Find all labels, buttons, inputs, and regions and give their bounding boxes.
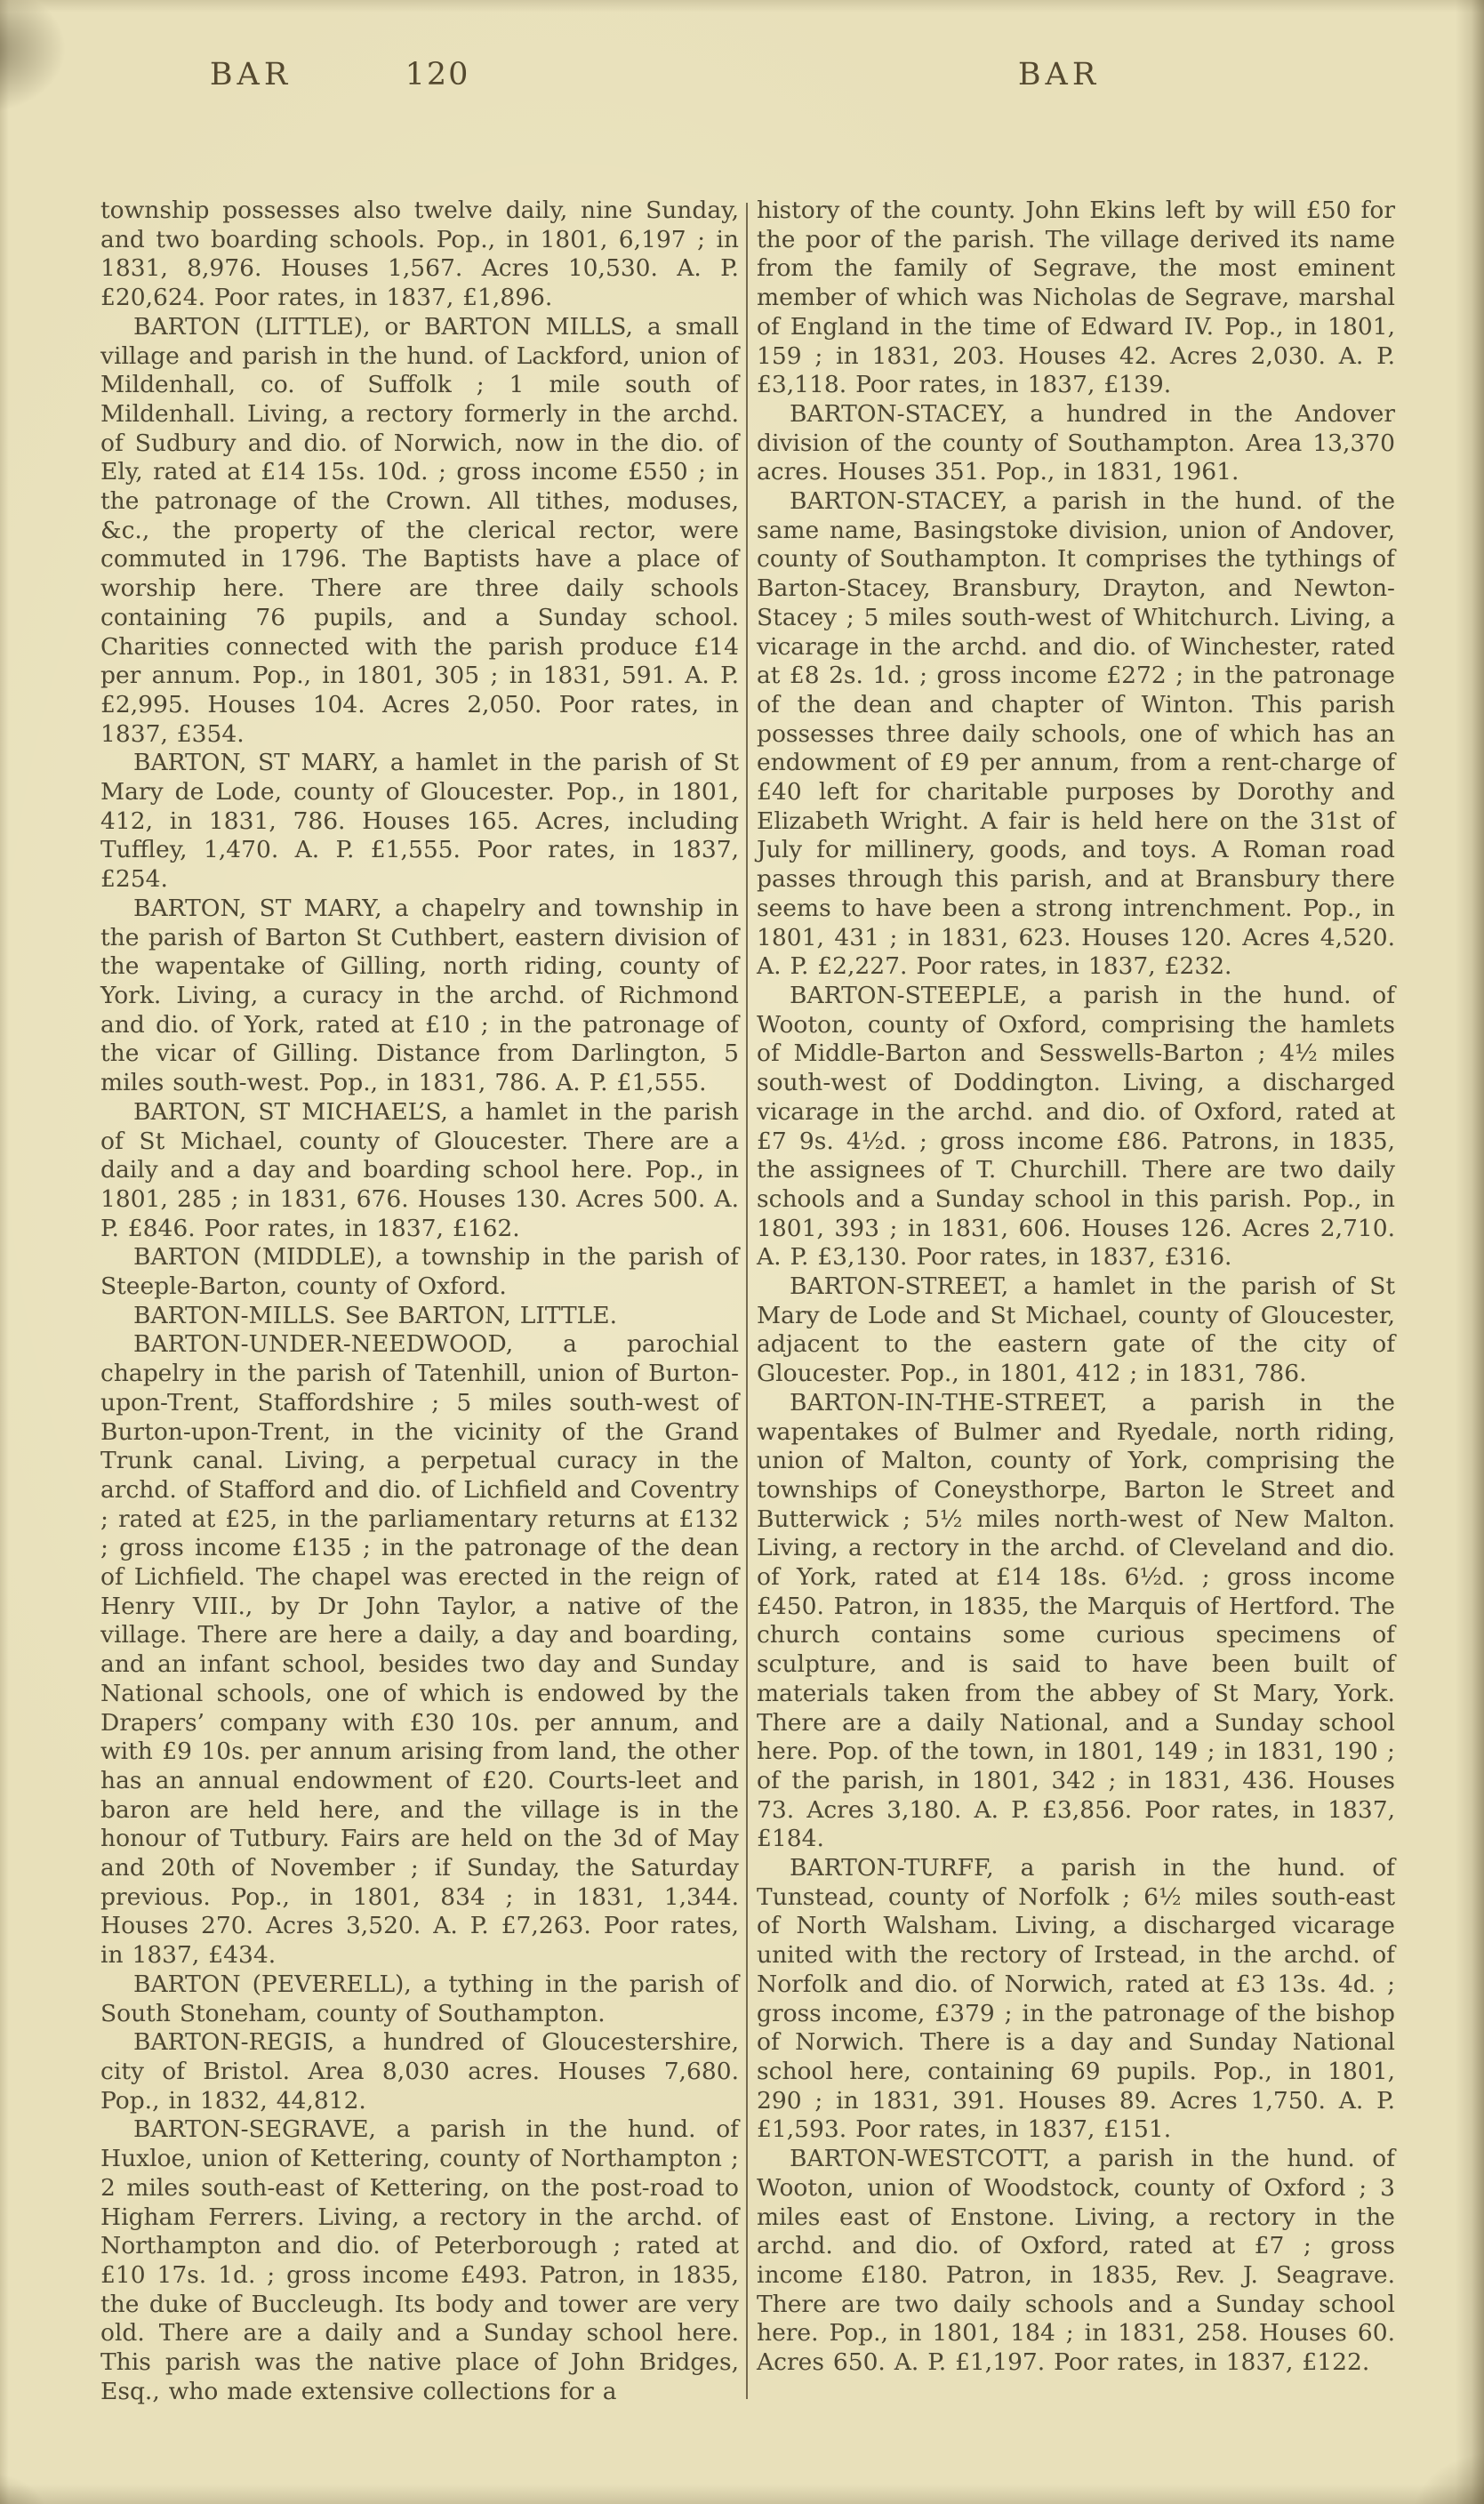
entry-barton-street: BARTON-STREET, a hamlet in the parish of St Mary de Lode and St Michael, county of Gloucester, adjacent to the eastern gate of the city of Gloucester. Pop., in 1801, 412 ; in 1831, 786.	[757, 1272, 1395, 1388]
entry-barton-peverell: BARTON (PEVERELL), a tything in the parish of South Stoneham, county of Southampton.	[100, 1970, 739, 2027]
continuation-paragraph-township: township possesses also twelve daily, nine Sunday, and two boarding schools. Pop., in 1801, 6,197 ; in 1831, 8,976. Houses 1,567. Acres 10,530. A. P. £20,624. Poor rates, in 1837, £1,896.	[100, 197, 739, 312]
right-column	[757, 197, 1395, 2378]
continuation-paragraph-history: history of the county. John Ekins left by will £50 for the poor of the parish. The village derived its name from the family of Segrave, the most eminent member of which was Nicholas de Segrave, marshal of England in the time of Edward IV. Pop., in 1801, 159 ; in 1831, 203. Houses 42. Acres 2,030. A. P. £3,118. Poor rates, in 1837, £139.	[757, 197, 1395, 399]
entry-barton-little: BARTON (LITTLE), or BARTON MILLS, a small village and parish in the hund. of Lackford, union of Mildenhall, co. of Suffolk ; 1 mile south of Mildenhall. Living, a rectory formerly in the archd. of Sudbury and dio. of Norwich, now in the dio. of Ely, rated at £14 15s. 10d. ; gross income £550 ; in the patronage of the Crown. All tithes, moduses, &c., the property of the clerical rector, were commuted in 1796. The Baptists have a place of worship here. There are three daily schools containing 76 pupils, and a Sunday school. Charities connected with the parish produce £14 per annum. Pop., in 1801, 305 ; in 1831, 591. A. P. £2,995. Houses 104. Acres 2,050. Poor rates, in 1837, £354.	[100, 312, 739, 748]
column-divider-rule	[746, 203, 748, 2399]
entry-barton-middle: BARTON (MIDDLE), a township in the parish of Steeple-Barton, county of Oxford.	[100, 1243, 739, 1301]
left-column	[100, 197, 739, 2406]
running-head-left: BAR	[209, 57, 293, 92]
running-head-right: BAR	[1017, 57, 1101, 92]
entry-barton-turff: BARTON-TURFF, a parish in the hund. of Tunstead, county of Norfolk ; 6½ miles south-east of North Walsham. Living, a discharged vicarage united with the rectory of Irstead, in the archd. of Norfolk and dio. of Norwich, rated at £3 13s. 4d. ; gross income, £379 ; in the patronage of the bishop of Norwich. There is a day and Sunday National school here, containing 69 pupils. Pop., in 1801, 290 ; in 1831, 391. Houses 89. Acres 1,750. A. P. £1,593. Poor rates, in 1837, £151.	[757, 1854, 1395, 2144]
entry-barton-stacey-hundred: BARTON-STACEY, a hundred in the Andover division of the county of Southampton. Area 13,370 acres. Houses 351. Pop., in 1831, 1961.	[757, 399, 1395, 486]
entry-barton-in-the-street: BARTON-IN-THE-STREET, a parish in the wapentakes of Bulmer and Ryedale, north riding, union of Malton, county of York, comprising the townships of Coneysthorpe, Barton le Street and Butterwick ; 5½ miles north-west of New Malton. Living, a rectory in the archd. of Cleveland and dio. of York, rated at £14 18s. 6½d. ; gross income £450. Patron, in 1835, the Marquis of Hertford. The church contains some curious specimens of sculpture, and is said to have been built of materials taken from the abbey of St Mary, York. There are a daily National, and a Sunday school here. Pop. of the town, in 1801, 149 ; in 1831, 190 ; of the parish, in 1801, 342 ; in 1831, 436. Houses 73. Acres 3,180. A. P. £3,856. Poor rates, in 1837, £184.	[757, 1388, 1395, 1853]
entry-barton-under-needwood: BARTON-UNDER-NEEDWOOD, a parochial chapelry in the parish of Tatenhill, union of Burton-upon-Trent, Staffordshire ; 5 miles south-west of Burton-upon-Trent, in the vicinity of the Grand Trunk canal. Living, a perpetual curacy in the archd. of Stafford and dio. of Lichfield and Coventry ; rated at £25, in the parliamentary returns at £132 ; gross income £135 ; in the patronage of the dean of Lichfield. The chapel was erected in the reign of Henry VIII., by Dr John Taylor, a native of the village. There are here a daily, a day and boarding, and an infant school, besides two day and Sunday National schools, one of which is endowed by the Drapers’ company with £30 10s. per annum, and with £9 10s. per annum arising from land, the other has an annual endowment of £20. Courts-leet and baron are held here, and the village is in the honour of Tutbury. Fairs are held on the 3d of May and 20th of November ; if Sunday, the Saturday previous. Pop., in 1801, 834 ; in 1831, 1,344. Houses 270. Acres 3,520. A. P. £7,263. Poor rates, in 1837, £434.	[100, 1330, 739, 1970]
entry-barton-st-michaels: BARTON, ST MICHAEL’S, a hamlet in the parish of St Michael, county of Gloucester. There are a daily and a day and boarding school here. Pop., in 1801, 285 ; in 1831, 676. Houses 130. Acres 500. A. P. £846. Poor rates, in 1837, £162.	[100, 1097, 739, 1242]
entry-barton-stacey-parish: BARTON-STACEY, a parish in the hund. of the same name, Basingstoke division, union of Andover, county of Southampton. It comprises the tythings of Barton-Stacey, Bransbury, Drayton, and Newton-Stacey ; 5 miles south-west of Whitchurch. Living, a vicarage in the archd. and dio. of Winchester, rated at £8 2s. 1d. ; gross income £272 ; in the patronage of the dean and chapter of Winton. This parish possesses three daily schools, one of which has an endowment of £9 per annum, from a rent-charge of £40 left for charitable purposes by Dorothy and Elizabeth Wright. A fair is held here on the 31st of July for millinery, goods, and toys. A Roman road passes through this parish, and at Bransbury there seems to have been a strong intrenchment. Pop., in 1801, 431 ; in 1831, 623. Houses 120. Acres 4,520. A. P. £2,227. Poor rates, in 1837, £232.	[757, 487, 1395, 981]
entry-barton-st-mary-hamlet: BARTON, ST MARY, a hamlet in the parish of St Mary de Lode, county of Gloucester. Pop., in 1801, 412, in 1831, 786. Houses 165. Acres, including Tuffley, 1,470. A. P. £1,555. Poor rates, in 1837, £254.	[100, 749, 739, 894]
entry-barton-segrave: BARTON-SEGRAVE, a parish in the hund. of Huxloe, union of Kettering, county of Northampton ; 2 miles south-east of Kettering, on the post-road to Higham Ferrers. Living, a rectory in the archd. of Northampton and dio. of Peterborough ; rated at £10 17s. 1d. ; gross income £493. Patron, in 1835, the duke of Buccleugh. Its body and tower are very old. There are a daily and a Sunday school here. This parish was the native place of John Bridges, Esq., who made extensive collections for a	[100, 2115, 739, 2405]
page-number: 120	[405, 57, 470, 92]
entry-barton-mills-crossref: BARTON-MILLS. See BARTON, LITTLE.	[133, 1301, 618, 1329]
entry-barton-regis: BARTON-REGIS, a hundred of Gloucestershire, city of Bristol. Area 8,030 acres. Houses 7,680. Pop., in 1832, 44,812.	[100, 2028, 739, 2115]
entry-barton-steeple: BARTON-STEEPLE, a parish in the hund. of Wooton, county of Oxford, comprising the hamlets of Middle-Barton and Sesswells-Barton ; 4½ miles south-west of Doddington. Living, a discharged vicarage in the archd. and dio. of Oxford, rated at £7 9s. 4½d. ; gross income £86. Patrons, in 1835, the assignees of T. Churchill. There are two daily schools and a Sunday school in this parish. Pop., in 1801, 393 ; in 1831, 606. Houses 126. Acres 2,710. A. P. £3,130. Poor rates, in 1837, £316.	[757, 981, 1395, 1272]
entry-barton-westcott: BARTON-WESTCOTT, a parish in the hund. of Wooton, union of Woodstock, county of Oxford ; 3 miles east of Enstone. Living, a rectory in the archd. and dio. of Oxford, rated at £7 ; gross income £180. Patron, in 1835, Rev. J. Seagrave. There are two daily schools and a Sunday school here. Pop., in 1801, 184 ; in 1831, 258. Houses 60. Acres 650. A. P. £1,197. Poor rates, in 1837, £122.	[757, 2145, 1395, 2377]
entry-barton-st-mary-chapelry: BARTON, ST MARY, a chapelry and township in the parish of Barton St Cuthbert, eastern division of the wapentake of Gilling, north riding, county of York. Living, a curacy in the archd. of Richmond and dio. of York, rated at £10 ; in the patronage of the vicar of Gilling. Distance from Darlington, 5 miles south-west. Pop., in 1831, 786. A. P. £1,555.	[100, 894, 739, 1097]
